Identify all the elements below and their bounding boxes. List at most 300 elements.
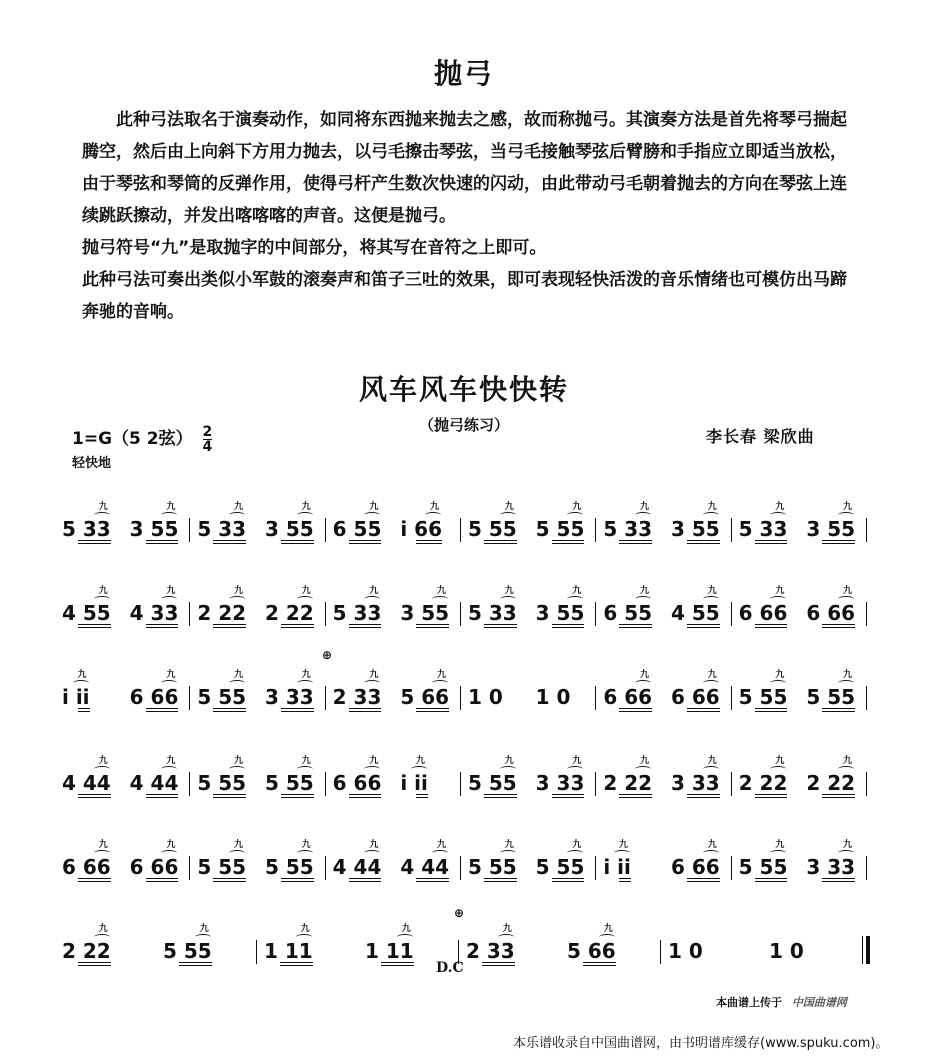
note-group xyxy=(806,586,855,628)
note-digits: 4 55 xyxy=(671,601,720,625)
bow-mark: 九 xyxy=(98,586,108,596)
note-digits: 4 44 xyxy=(332,855,382,879)
barline xyxy=(731,686,732,710)
underline-sixteenth xyxy=(213,797,246,798)
score-row xyxy=(50,742,880,802)
note-group xyxy=(671,586,720,628)
underline-sixteenth xyxy=(822,627,855,628)
barline xyxy=(460,602,461,626)
note-digits: 6 66 xyxy=(62,855,111,879)
bow-mark: 九 xyxy=(775,502,785,512)
note-group xyxy=(130,502,179,544)
underline-sixteenth xyxy=(78,797,111,798)
bow-mark: 九 xyxy=(166,670,176,680)
bow-mark: 九 xyxy=(843,586,853,596)
underline-sixteenth xyxy=(281,627,314,628)
key-text: 1=G（5 2弦） xyxy=(72,429,193,449)
note-digits: 3 33 xyxy=(535,771,585,795)
note-group xyxy=(739,670,788,712)
note-digits: 6 66 xyxy=(603,685,653,709)
underline-sixteenth xyxy=(416,881,449,882)
underline-sixteenth xyxy=(146,711,179,712)
bow-mark: 九 xyxy=(603,924,613,934)
note-group xyxy=(163,924,212,966)
note-digits: 2 22 xyxy=(738,771,788,795)
note-digits: 5 55 xyxy=(738,685,788,709)
note-group xyxy=(62,586,111,628)
note-group xyxy=(130,586,179,628)
bow-mark: 九 xyxy=(77,670,87,680)
note-group xyxy=(603,586,652,628)
note-group xyxy=(265,586,314,628)
composer: 李长春 梁欣曲 xyxy=(706,427,815,446)
note-digits: 3 55 xyxy=(671,517,720,541)
barline xyxy=(460,856,461,880)
bow-mark: 九 xyxy=(429,502,439,512)
note-digits: 6 66 xyxy=(806,601,856,625)
score-row xyxy=(50,910,880,970)
note-group xyxy=(739,840,788,882)
underline-sixteenth xyxy=(416,543,442,544)
bow-mark: 九 xyxy=(707,840,717,850)
note-digits: 2 22 xyxy=(62,939,111,963)
note-digits: 6 66 xyxy=(738,601,788,625)
bow-mark: 九 xyxy=(369,756,379,766)
time-top: 2 xyxy=(202,423,213,440)
underline-sixteenth xyxy=(146,797,179,798)
upload-note-text: 本曲谱上传于 xyxy=(716,996,782,1009)
note-group xyxy=(536,670,571,708)
bow-mark: 九 xyxy=(234,840,244,850)
note-digits: 5 55 xyxy=(265,771,314,795)
note-digits: 2 22 xyxy=(806,771,856,795)
note-digits: i ii xyxy=(62,685,90,709)
barline xyxy=(866,518,867,542)
note-digits: 4 33 xyxy=(129,601,179,625)
underline-sixteenth xyxy=(280,965,313,966)
note-group xyxy=(603,670,652,712)
note-digits: 6 66 xyxy=(671,855,720,879)
key-signature xyxy=(72,424,212,454)
bow-mark: 九 xyxy=(502,924,512,934)
note-digits: 6 66 xyxy=(129,855,179,879)
note-group xyxy=(333,840,382,882)
barline xyxy=(866,772,867,796)
underline-sixteenth xyxy=(484,797,517,798)
barline xyxy=(460,518,461,542)
note-digits: 6 66 xyxy=(332,771,382,795)
note-group xyxy=(365,924,414,966)
barline xyxy=(189,518,190,542)
note-digits: i 66 xyxy=(400,517,442,541)
note-digits: 5 55 xyxy=(806,685,856,709)
underline-sixteenth xyxy=(687,627,720,628)
article-paragraph-1: 此种弓法取名于演奏动作，如同将东西抛来抛去之感，故而称抛弓。其演奏方法是首先将琴弓揣起腾空，然后由上向斜下方用力抛去，以弓毛擦击琴弦，当弓毛接触琴弦后臂膀和手指应立即适当放松，由于琴弦和琴筒的反弹作用，使得弓杆产生数次快速的闪动，由此带动弓毛朝着抛去的方向在琴弦上连续跳跃擦动，并发出喀喀喀的声音。这便是抛弓。 xyxy=(82,110,847,226)
underline-sixteenth xyxy=(281,881,314,882)
note-group xyxy=(130,670,179,712)
bow-mark: 九 xyxy=(437,670,447,680)
upload-note xyxy=(716,994,847,1010)
note-group xyxy=(603,840,631,882)
underline-sixteenth xyxy=(213,881,246,882)
underline-sixteenth xyxy=(822,543,855,544)
note-group xyxy=(333,586,382,628)
barline xyxy=(660,940,661,964)
bow-mark: 九 xyxy=(640,670,650,680)
note-digits: 5 55 xyxy=(197,771,247,795)
note-group xyxy=(806,840,855,882)
note-group xyxy=(671,670,720,712)
underline-sixteenth xyxy=(213,543,246,544)
underline-sixteenth xyxy=(146,543,179,544)
note-group xyxy=(264,924,313,966)
underline-sixteenth xyxy=(78,711,90,712)
note-group xyxy=(769,924,804,962)
underline-sixteenth xyxy=(552,627,585,628)
bow-mark: 九 xyxy=(199,924,209,934)
bow-mark: 九 xyxy=(437,840,447,850)
note-digits: 5 55 xyxy=(163,939,212,963)
bow-mark: 九 xyxy=(98,756,108,766)
barline xyxy=(460,772,461,796)
note-group xyxy=(197,840,246,882)
underline-sixteenth xyxy=(552,881,585,882)
barline xyxy=(731,518,732,542)
note-group xyxy=(400,840,449,882)
underline-sixteenth xyxy=(619,881,631,882)
note-digits: 4 44 xyxy=(62,771,111,795)
note-group xyxy=(400,670,449,712)
note-digits: i ii xyxy=(400,771,428,795)
note-group xyxy=(668,924,703,962)
bow-mark: 九 xyxy=(369,670,379,680)
note-group xyxy=(536,840,585,882)
note-digits: 5 33 xyxy=(332,601,382,625)
underline-sixteenth xyxy=(755,881,788,882)
barline xyxy=(731,602,732,626)
barline xyxy=(189,772,190,796)
note-digits: 1 0 xyxy=(535,685,571,709)
underline-sixteenth xyxy=(755,627,788,628)
underline-sixteenth xyxy=(78,627,111,628)
underline-sixteenth xyxy=(482,965,515,966)
note-group xyxy=(333,502,382,544)
bow-mark xyxy=(769,924,804,934)
underline-sixteenth xyxy=(822,881,855,882)
note-digits: 1 11 xyxy=(264,939,313,963)
barline xyxy=(595,856,596,880)
underline-sixteenth xyxy=(416,797,428,798)
time-signature xyxy=(203,425,213,454)
note-group xyxy=(536,756,585,798)
barline xyxy=(866,856,867,880)
underline-sixteenth xyxy=(281,711,314,712)
bow-mark: 九 xyxy=(437,586,447,596)
note-digits: 3 33 xyxy=(671,771,720,795)
score-row xyxy=(50,826,880,886)
underline-sixteenth xyxy=(349,881,382,882)
note-group xyxy=(806,670,855,712)
barline xyxy=(731,856,732,880)
note-digits: 5 55 xyxy=(265,855,314,879)
score-title: 风车风车快快转 xyxy=(358,373,569,406)
barline xyxy=(595,518,596,542)
underline-sixteenth xyxy=(381,965,414,966)
bow-mark: 九 xyxy=(98,924,108,934)
bow-mark: 九 xyxy=(707,586,717,596)
bow-mark: 九 xyxy=(504,586,514,596)
bow-mark: 九 xyxy=(618,840,628,850)
note-digits: 4 44 xyxy=(129,771,179,795)
bow-mark: 九 xyxy=(775,756,785,766)
bow-mark: 九 xyxy=(98,840,108,850)
bow-mark: 九 xyxy=(301,502,311,512)
underline-sixteenth xyxy=(349,627,382,628)
score-row xyxy=(50,488,880,548)
underline-sixteenth xyxy=(687,543,720,544)
bow-mark: 九 xyxy=(640,502,650,512)
note-digits: 2 33 xyxy=(332,685,382,709)
note-group xyxy=(468,840,517,882)
bow-mark xyxy=(668,924,703,934)
note-digits: 1 0 xyxy=(668,939,703,963)
barline xyxy=(325,518,326,542)
note-group xyxy=(671,502,720,544)
note-digits: 5 33 xyxy=(468,601,517,625)
article-title: 抛弓 xyxy=(433,57,494,90)
underline-sixteenth xyxy=(484,627,517,628)
underline-sixteenth xyxy=(213,627,246,628)
article-paragraph-3: 此种弓法可奏出类似小军鼓的滚奏声和笛子三吐的效果，即可表现轻快活泼的音乐情绪也可模仿出马蹄奔驰的音响。 xyxy=(82,270,847,322)
coda-mark: ⊕ xyxy=(454,906,465,920)
bow-mark: 九 xyxy=(504,756,514,766)
note-digits: 3 33 xyxy=(806,855,856,879)
note-group xyxy=(62,756,111,798)
note-digits: 3 55 xyxy=(535,601,585,625)
bow-mark: 九 xyxy=(166,502,176,512)
note-group xyxy=(806,502,855,544)
barline xyxy=(189,602,190,626)
note-digits: 5 55 xyxy=(468,517,517,541)
underline-sixteenth xyxy=(687,711,720,712)
barline xyxy=(595,772,596,796)
bow-mark: 九 xyxy=(775,670,785,680)
note-digits: 3 55 xyxy=(265,517,314,541)
underline-sixteenth xyxy=(213,711,246,712)
underline-sixteenth xyxy=(179,965,212,966)
dc-mark: D.C xyxy=(436,960,464,976)
underline-sixteenth xyxy=(687,881,720,882)
underline-sixteenth xyxy=(552,797,585,798)
note-group xyxy=(62,502,111,544)
note-digits: 6 55 xyxy=(332,517,382,541)
note-digits: 5 66 xyxy=(567,939,616,963)
note-group xyxy=(62,840,111,882)
note-digits: 3 33 xyxy=(265,685,314,709)
bow-mark: 九 xyxy=(98,502,108,512)
note-digits: 1 0 xyxy=(769,939,804,963)
note-digits: 5 33 xyxy=(62,517,111,541)
underline-sixteenth xyxy=(583,965,616,966)
note-digits: 6 66 xyxy=(129,685,179,709)
underline-sixteenth xyxy=(755,797,788,798)
underline-sixteenth xyxy=(349,543,382,544)
bow-mark: 九 xyxy=(504,502,514,512)
bow-mark: 九 xyxy=(301,670,311,680)
barline xyxy=(866,686,867,710)
note-digits: 3 55 xyxy=(806,517,856,541)
note-group xyxy=(603,502,652,544)
tempo-marking: 轻快地 xyxy=(72,456,112,471)
underline-sixteenth xyxy=(78,881,111,882)
underline-sixteenth xyxy=(416,711,449,712)
score-row xyxy=(50,572,880,632)
bow-mark: 九 xyxy=(707,502,717,512)
final-barline xyxy=(862,936,870,964)
time-bottom: 4 xyxy=(202,438,213,455)
note-group xyxy=(265,502,314,544)
note-group xyxy=(265,756,314,798)
barline xyxy=(325,602,326,626)
note-group xyxy=(130,756,179,798)
bow-mark: 九 xyxy=(234,502,244,512)
bow-mark: 九 xyxy=(775,840,785,850)
bow-mark xyxy=(468,670,503,680)
note-group xyxy=(739,502,788,544)
bow-mark: 九 xyxy=(640,756,650,766)
underline-sixteenth xyxy=(349,797,382,798)
note-group xyxy=(197,502,246,544)
bow-mark: 九 xyxy=(707,670,717,680)
note-group xyxy=(739,756,788,798)
note-digits: 5 55 xyxy=(738,855,788,879)
bow-mark: 九 xyxy=(301,756,311,766)
bow-mark: 九 xyxy=(234,670,244,680)
note-group xyxy=(468,502,517,544)
note-digits: 2 22 xyxy=(265,601,314,625)
bow-mark xyxy=(536,670,571,680)
source-note: 本乐谱收录自中国曲谱网，由书明谱库缓存(www.spuku.com)。 xyxy=(513,1036,889,1051)
bow-mark: 九 xyxy=(843,840,853,850)
bow-mark: 九 xyxy=(640,586,650,596)
note-digits: 5 55 xyxy=(535,517,585,541)
note-group xyxy=(400,502,442,544)
bow-mark: 九 xyxy=(707,756,717,766)
note-group xyxy=(400,586,449,628)
note-group xyxy=(62,670,90,712)
bow-mark: 九 xyxy=(843,670,853,680)
note-digits: 5 33 xyxy=(603,517,653,541)
underline-sixteenth xyxy=(552,543,585,544)
underline-sixteenth xyxy=(687,797,720,798)
note-group xyxy=(130,840,179,882)
underline-sixteenth xyxy=(146,627,179,628)
barline xyxy=(866,602,867,626)
note-digits: 1 11 xyxy=(365,939,414,963)
note-group xyxy=(468,670,503,708)
bow-mark: 九 xyxy=(166,586,176,596)
underline-sixteenth xyxy=(822,797,855,798)
underline-sixteenth xyxy=(416,627,449,628)
bow-mark: 九 xyxy=(572,756,582,766)
bow-mark: 九 xyxy=(843,502,853,512)
note-digits: 5 33 xyxy=(738,517,788,541)
underline-sixteenth xyxy=(619,711,652,712)
underline-sixteenth xyxy=(281,797,314,798)
note-group xyxy=(400,756,428,798)
note-digits: 5 66 xyxy=(400,685,450,709)
note-group xyxy=(536,502,585,544)
note-digits: 4 55 xyxy=(62,601,111,625)
bow-mark: 九 xyxy=(234,756,244,766)
bow-mark: 九 xyxy=(369,586,379,596)
note-group xyxy=(197,670,246,712)
bow-mark: 九 xyxy=(234,586,244,596)
underline-sixteenth xyxy=(484,543,517,544)
note-group xyxy=(265,670,314,712)
underline-sixteenth xyxy=(146,881,179,882)
note-group xyxy=(62,924,111,966)
bow-mark: 九 xyxy=(300,924,310,934)
bow-mark: 九 xyxy=(301,586,311,596)
bow-mark: 九 xyxy=(415,756,425,766)
bow-mark: 九 xyxy=(843,756,853,766)
underline-sixteenth xyxy=(619,543,652,544)
note-digits: 2 22 xyxy=(603,771,653,795)
note-group xyxy=(468,756,517,798)
note-digits: 5 55 xyxy=(468,771,517,795)
note-group xyxy=(466,924,515,966)
barline xyxy=(595,686,596,710)
note-group xyxy=(333,756,382,798)
barline xyxy=(595,602,596,626)
note-group xyxy=(603,756,652,798)
bow-mark: 九 xyxy=(401,924,411,934)
note-group xyxy=(567,924,616,966)
underline-sixteenth xyxy=(619,797,652,798)
note-digits: 5 55 xyxy=(197,855,247,879)
score-subtitle: （抛弓练习） xyxy=(418,416,509,434)
barline xyxy=(731,772,732,796)
barline xyxy=(325,856,326,880)
barline xyxy=(256,940,257,964)
note-digits: 6 55 xyxy=(603,601,653,625)
bow-mark: 九 xyxy=(369,502,379,512)
barline xyxy=(189,686,190,710)
barline xyxy=(189,856,190,880)
underline-sixteenth xyxy=(755,711,788,712)
underline-sixteenth xyxy=(78,543,111,544)
note-digits: 5 55 xyxy=(197,685,247,709)
note-digits: i ii xyxy=(603,855,631,879)
bow-mark: 九 xyxy=(166,756,176,766)
note-digits: 6 66 xyxy=(671,685,720,709)
note-group xyxy=(265,840,314,882)
bow-mark: 九 xyxy=(572,840,582,850)
note-group xyxy=(536,586,585,628)
bow-mark: 九 xyxy=(369,840,379,850)
underline-sixteenth xyxy=(281,543,314,544)
note-digits: 4 44 xyxy=(400,855,450,879)
coda-mark: ⊕ xyxy=(322,648,333,662)
note-group xyxy=(806,756,855,798)
article-paragraph-2: 抛弓符号“九”是取抛字的中间部分，将其写在音符之上即可。 xyxy=(82,238,547,258)
note-group xyxy=(671,756,720,798)
bow-mark: 九 xyxy=(572,502,582,512)
note-digits: 2 33 xyxy=(466,939,515,963)
note-group xyxy=(333,670,382,712)
underline-sixteenth xyxy=(822,711,855,712)
